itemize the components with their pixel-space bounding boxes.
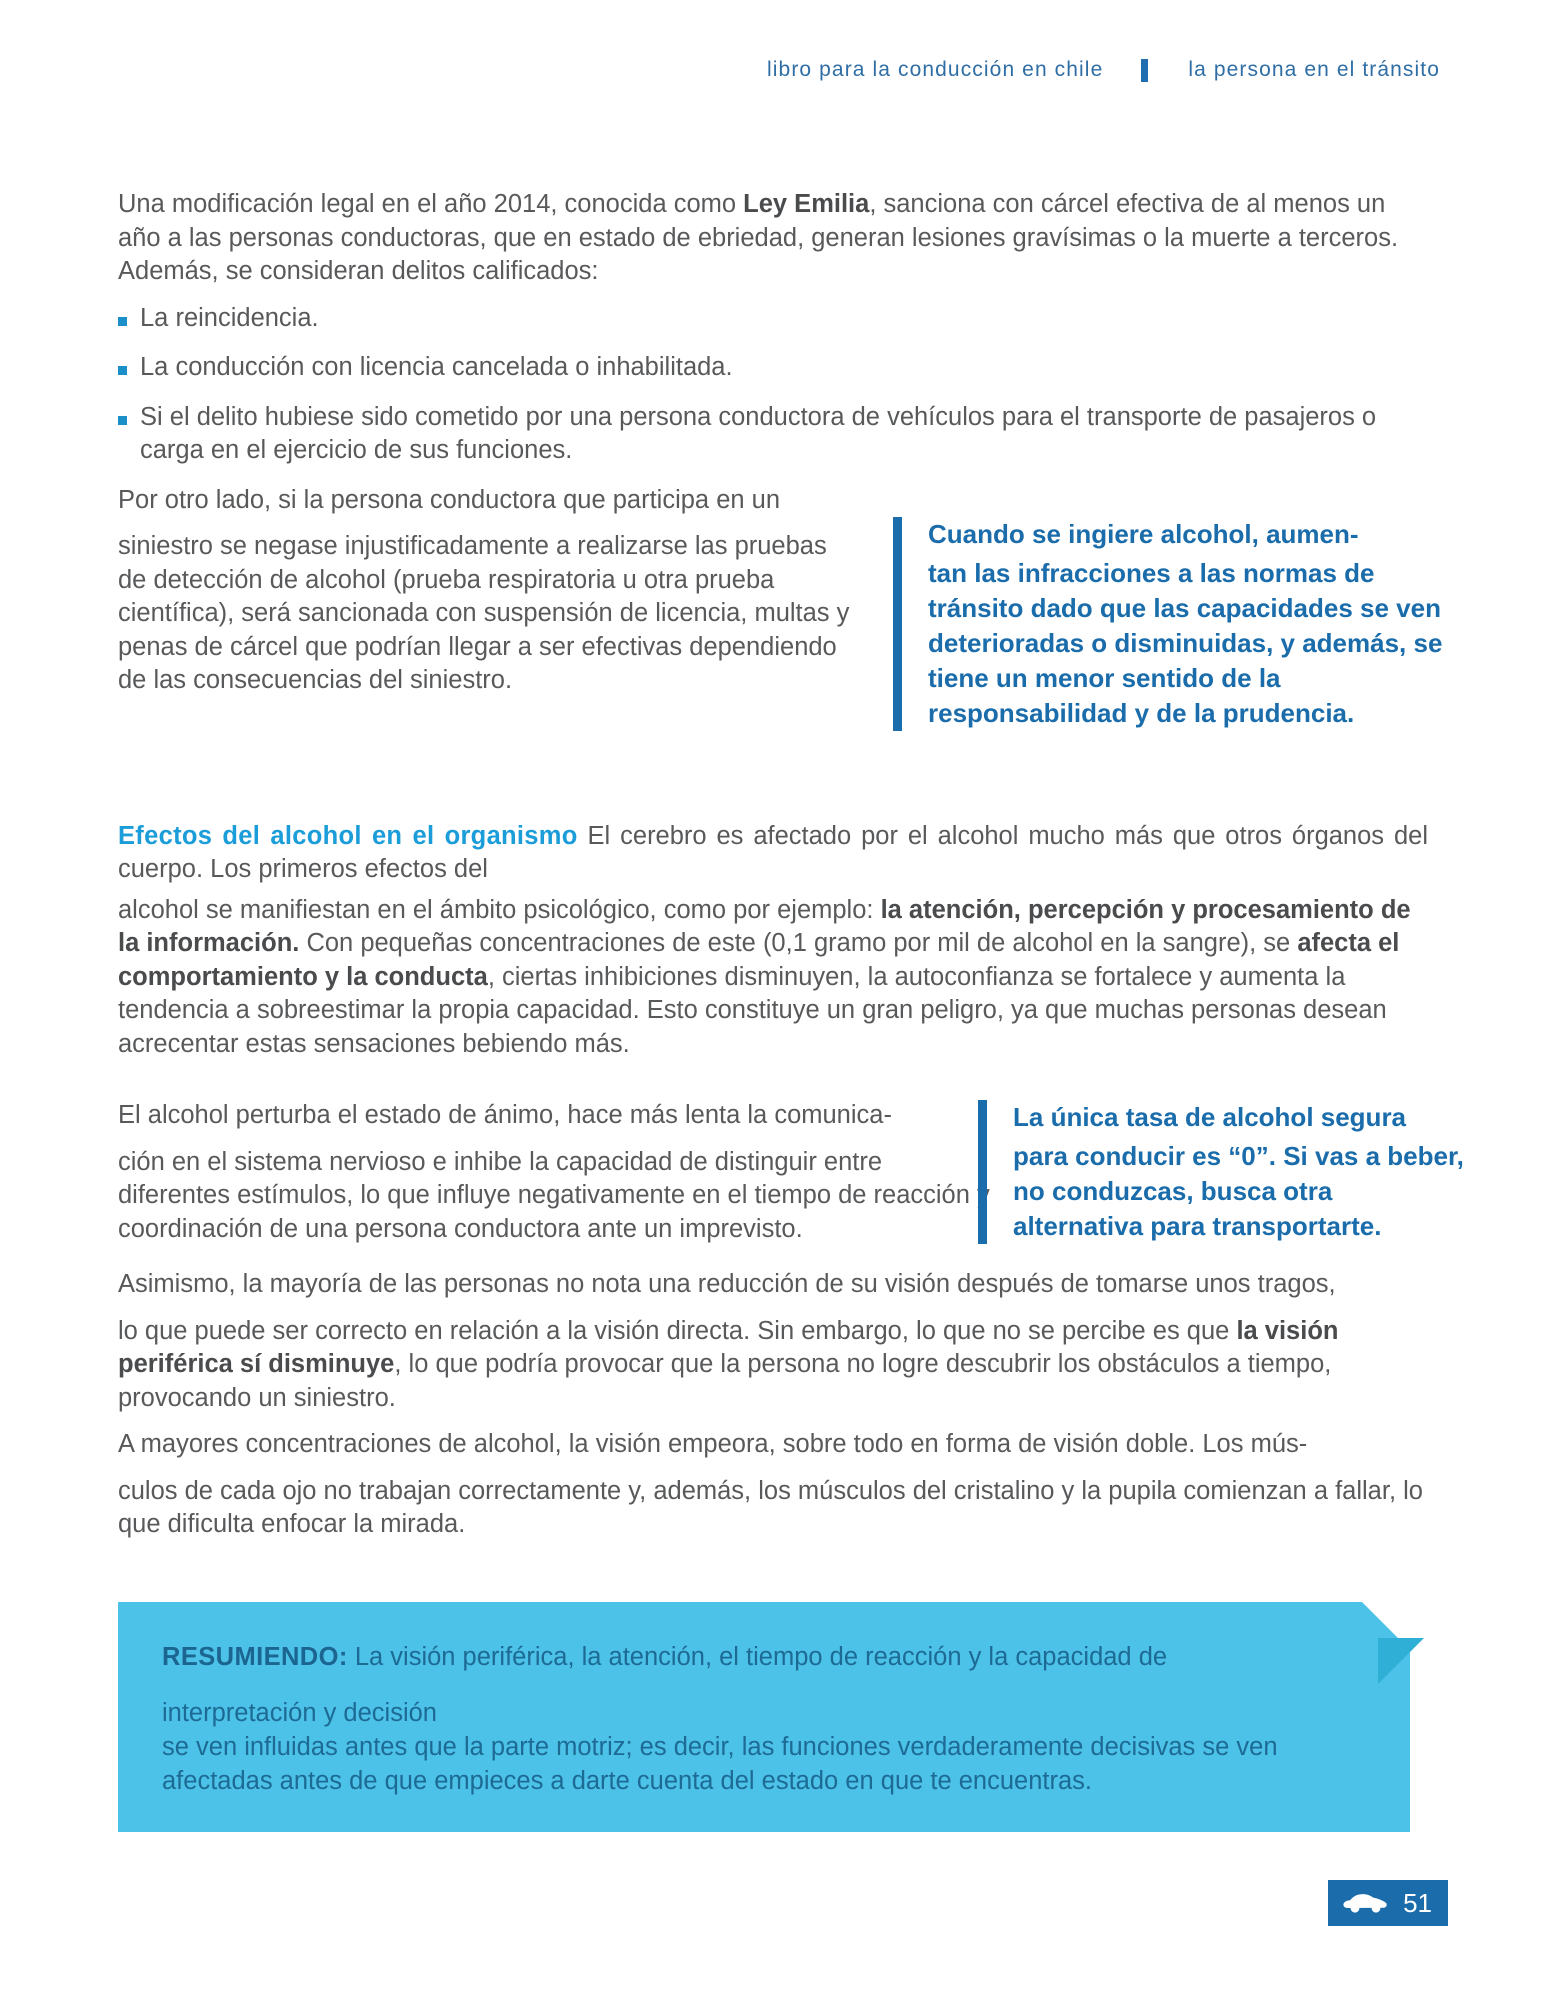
paragraph-negativa-line1: Por otro lado, si la persona conductora que participa en un — [118, 485, 781, 514]
paragraph-negativa-rest: siniestro se negase injustificadamente a realizarse las pruebas de detección de alcohol (prueba respiratoria u otra prueba científica), será sancionada con suspensión de licencia, multas y penas de cárcel que podrían llegar a ser efectivas dependiendo de las consecuencias del siniestro. — [118, 532, 850, 694]
paragraph-ley-emilia — [118, 188, 1428, 289]
asimismo-bold-vision: la visión periférica sí disminuye — [118, 1316, 1339, 1378]
ley-emilia-bold: Ley Emilia — [743, 190, 870, 218]
vertical-bar-icon — [1141, 59, 1148, 82]
resumiendo-box — [118, 1602, 1410, 1832]
running-head-book-title: libro para la conducción en chile — [767, 58, 1104, 81]
callout-body: tan las infracciones a las normas de tránsito dado que las capacidades se ven deterioradas o disminuidas, y además, se tiene un menor sentido de la responsabilidad y de la prudencia. — [928, 558, 1443, 728]
list-item-label: Si el delito hubiese sido cometido por una persona conductora de vehículos para el transporte de pasajeros o carga en el ejercicio de sus funciones. — [140, 402, 1377, 464]
list-item-label: La reincidencia. — [140, 303, 319, 332]
main-text-column — [118, 188, 1428, 1555]
list-item — [118, 302, 1428, 336]
paragraph-asimismo-line1: Asimismo, la mayoría de las personas no nota una reducción de su visión después de tomarse unos tragos, — [118, 1270, 1336, 1298]
running-head-chapter-title: la persona en el tránsito — [1188, 58, 1440, 81]
paragraph-perturba-line1: El alcohol perturba el estado de ánimo, hace más lenta la comunica- — [118, 1101, 892, 1129]
callout-body: para conducir es “0”. Si vas a beber, no conduzcas, busca otra alternativa para transportarte. — [1013, 1141, 1464, 1241]
paragraph-mayores-rest: culos de cada ojo no trabajan correctamente y, además, los músculos del cristalino y la pupila comienzan a fallar, lo que dificulta enfocar la mirada. — [118, 1476, 1423, 1538]
efectos-bold-atencion: la atención, percepción y procesamiento de la información. — [118, 895, 1411, 957]
efectos-bold-conducta: afecta el comportamiento y la conducta — [118, 929, 1400, 991]
list-item-label: La conducción con licencia cancelada o inhabilitada. — [140, 353, 733, 381]
intro-part2: , sanciona con cárcel efectiva de al menos un año a las personas conductoras, que en estado de ebriedad, generan lesiones gravísimas o la muerte a terceros. Además, se consideran delitos calificados: — [118, 190, 1399, 285]
list-item — [118, 401, 1428, 468]
efectos-intro-text: El cerebro es afectado por el alcohol mucho más que otros órganos del cuerpo. Los primeros efectos del — [118, 821, 1428, 883]
intro-part1: Una modificación legal en el año 2014, conocida como — [118, 190, 744, 218]
asimismo-text-a: lo que puede ser correcto en relación a la visión directa. Sin embargo, lo que no se percibe es que — [118, 1316, 1237, 1345]
square-bullet-icon — [118, 317, 127, 326]
asimismo-text-b: , lo que podría provocar que la persona no logre descubrir los obstáculos a tiempo, provocando un siniestro. — [118, 1350, 1332, 1412]
page-number: 51 — [1403, 1888, 1432, 1918]
paragraph-asimismo-rest — [118, 1315, 1428, 1416]
corner-fold-shadow-icon — [1378, 1638, 1424, 1684]
efectos-text-a: alcohol se manifiestan en el ámbito psicológico, como por ejemplo: — [118, 895, 881, 924]
resumiendo-lead — [162, 1640, 1366, 1674]
paragraph-efectos-heading — [118, 820, 1428, 887]
callout-ingerir-alcohol — [893, 517, 1468, 731]
page-number-badge — [1328, 1880, 1448, 1926]
list-item — [118, 351, 1428, 385]
section-heading-efectos-alcohol: Efectos del alcohol en el organismo — [118, 821, 578, 850]
efectos-text-c: , ciertas inhibiciones disminuyen, la autoconfianza se fortalece y aumenta la tendencia a sobreestimar la propia capacidad. Esto constituye un gran peligro, ya que muchas personas desean acrecentar estas sensaciones bebiendo más. — [118, 962, 1387, 1058]
paragraph-efectos-psicologicos — [118, 894, 1428, 1062]
square-bullet-icon — [118, 366, 127, 375]
paragraph-mayores-line1: A mayores concentraciones de alcohol, la visión empeora, sobre todo en forma de visión doble. Los mús- — [118, 1430, 1308, 1458]
paragraph-perturba-rest: ción en el sistema nervioso e inhibe la capacidad de distinguir entre diferentes estímulos, lo que influye negativamente en el tiempo de reacción y coordinación de una persona conductora ante un imprevisto. — [118, 1147, 990, 1243]
square-bullet-icon — [118, 416, 127, 425]
callout-line-1: Cuando se ingiere alcohol, aumen- — [928, 519, 1359, 549]
resumiendo-line-3: se ven influidas antes que la parte motriz; es decir, las funciones verdaderamente decisivas se ven afectadas antes de que empieces a darte cuenta del estado en que te encuentras. — [162, 1733, 1278, 1795]
resumiendo-line-2: interpretación y decisión — [162, 1699, 437, 1727]
callout-line-1: La única tasa de alcohol segura — [1013, 1102, 1407, 1132]
resumiendo-label: RESUMIENDO: — [162, 1643, 348, 1671]
delitos-calificados-list — [118, 302, 1428, 468]
car-icon — [1342, 1891, 1388, 1915]
callout-tasa-cero — [978, 1100, 1468, 1244]
efectos-text-b: Con pequeñas concentraciones de este (0,1 gramo por mil de alcohol en la sangre), se — [299, 929, 1298, 957]
resumiendo-lead-text: La visión periférica, la atención, el tiempo de reacción y la capacidad de — [347, 1643, 1168, 1671]
running-head — [767, 58, 1440, 82]
